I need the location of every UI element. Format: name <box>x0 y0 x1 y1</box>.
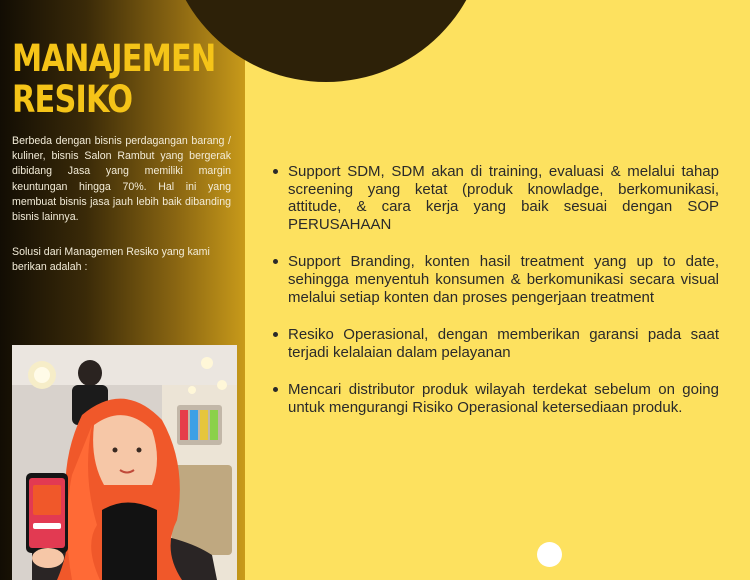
white-dot-decoration <box>537 542 562 567</box>
bullet-list <box>273 163 719 437</box>
left-panel <box>0 0 245 580</box>
bullet-item: Mencari distributor produk wilayah terdekat sebelum on going untuk mengurangi Risiko Operasional ketersediaan produk. <box>273 381 719 416</box>
bullet-item: Resiko Operasional, dengan memberikan garansi pada saat terjadi kelalaian dalam pelayanan <box>273 326 719 361</box>
intro-paragraph: Berbeda dengan bisnis perdagangan barang / kuliner, bisnis Salon Rambut yang bergerak dibidang Jasa yang memiliki margin keuntungan hingga 70%. Hal ini yang membuat bisnis jasa jauh lebih baik dibanding bisnis lainnya. <box>12 135 231 224</box>
salon-photo-illustration <box>12 345 237 580</box>
salon-photo <box>12 345 237 580</box>
title-line-2: RESIKO <box>12 78 133 121</box>
bullet-item: Support Branding, konten hasil treatment yang up to date, sehingga menyentuh konsumen & berkomunikasi secara visual melalui setiap konten dan proses pengerjaan treatment <box>273 253 719 306</box>
bullet-item: Support SDM, SDM akan di training, evaluasi & melalui tahap screening yang ketat (produk knowladge, berkomunikasi, attitude, & cara kerja yang baik sesuai dengan SOP PERUSAHAAN <box>273 163 719 233</box>
solusi-paragraph: Solusi dari Managemen Resiko yang kami berikan adalah : <box>12 246 210 274</box>
page-title <box>12 37 216 121</box>
right-panel <box>245 0 750 580</box>
title-line-1: MANAJEMEN <box>12 37 216 80</box>
